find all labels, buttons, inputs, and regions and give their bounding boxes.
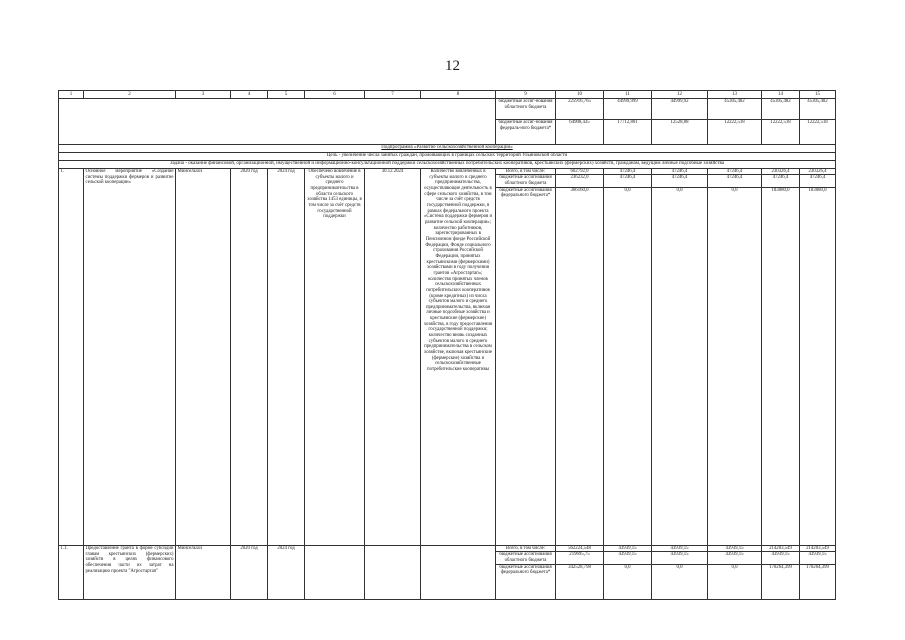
value-cell: 12222,518 [708,119,762,144]
value-cell: 0,0 [624,565,631,571]
value-cell: 17712,801 [604,119,652,144]
value-cell: 43939,15 [652,546,707,553]
values-col-14 [762,168,800,545]
value-cell: 183080,0 [771,188,790,194]
value-cell: 214203,549 [762,546,799,553]
start-year: 2020 год [231,168,268,545]
value-cell: 47246,4 [708,169,761,176]
values-col-11 [604,545,652,599]
source-federal: бюджетные ассигнования федерального бюджета* [499,187,552,199]
col-header: 14 [762,91,800,99]
value-cell: 45305,482 [708,98,762,119]
value-cell: 47246,4 [652,175,707,188]
subprogram-row [59,144,836,152]
end-year: 2024 год [268,168,305,545]
value-cell: 47246,4 [708,175,761,188]
value-cell: 45305,482 [762,98,800,119]
value-cell: 225916,765 [556,98,604,119]
col-header: 8 [421,91,496,99]
source-regional: бюджетные ассигнования областного бюджета [496,552,555,564]
source-label: бюджетные ассиг-нования областного бюджета [496,98,556,119]
value-cell: 214203,549 [800,546,835,553]
value-cell: 44999,92 [652,98,708,119]
col-header: 4 [231,91,268,99]
value-cell: 47246,4 [604,169,651,176]
measure-name: Основное мероприятие «Создание системы поддержки фермеров и развитие сельской кооперации» [84,168,176,545]
empty-cell [421,545,496,599]
value-cell: 47246,4 [800,175,835,188]
value-cell: 230326,4 [800,169,835,176]
value-cell: 45305,482 [800,98,836,119]
values-col-12 [652,545,708,599]
col-header: 12 [652,91,708,99]
indicator-text: Количество вовлечённых в субъекты малого и среднего предпринимательства, осуществляющие деятельность в сфере сельского хозяйства, в том числе за счёт средств государственной поддержки, в рамках федерального проекта «Система поддержки фермеров и развитие сельской кооперации»; количество работников, зарегистрированных в Пенсионном фонде Российской Федерации, Фонде социального страхования Российской Федерации, принятых крестьянскими (фермерскими) хозяйствами в году получения грантов «Агростартап»; количество принятых членов сельскохозяйственных потребительских кооперативов (кроме кредитных) из числа субъектов малого и среднего предпринимательства, включая личные подсобные хозяйства и крестьянские (фермерские) хозяйства, в году предоставления государственной поддержки; количество вновь созданных субъектов малого и среднего предпринимательства в сельском хозяйстве, включая крестьянские (фермерские) хозяйства и сельскохозяйственные потребительские кооперативы [421,168,496,545]
page-number: 12 [445,58,460,74]
value-cell: 0,0 [676,188,683,194]
values-col-12 [652,168,708,545]
subprogram-title: Подпрограмма «Развитие сельскохозяйственной кооперации» [59,144,836,152]
column-numbers-row [59,91,836,99]
col-header: 5 [268,91,305,99]
value-cell: 43939,15 [708,552,761,565]
value-cell: 12528,08 [652,119,708,144]
table-row [59,545,836,599]
value-cell: 43939,15 [708,546,761,553]
start-year: 2020 год [231,545,268,599]
value-cell: 12222,518 [800,119,836,144]
value-cell: 366160,0 [570,188,589,194]
source-total: Всего, в том числе: [496,169,555,176]
col-header: 9 [496,91,556,99]
executor: Минсельхоз [176,545,231,599]
source-federal: бюджетные ассигнования федерального бюджета* [499,564,552,576]
deadline-date: 30.12.2024 [365,168,421,545]
col-header: 11 [604,91,652,99]
end-year: 2024 год [268,545,305,599]
value-cell: 44999,999 [604,98,652,119]
value-cell: 47246,4 [762,175,799,188]
funding-sources [496,168,556,545]
empty-cell [365,545,421,599]
value-cell: 43939,15 [604,546,651,553]
source-total: Всего, в том числе: [496,546,555,553]
task-text: Задача - оказание финансовой, организационной, имущественной и информационно-консультационной поддержки сельскохозяйственных потребительских кооперативов, крестьянских (фермерских) хозяйств, гражданам, ведущим личные подсобные хозяйства [59,160,836,168]
value-cell: 562224,548 [556,546,603,553]
col-header: 1 [59,91,84,99]
empty-cell [59,98,496,144]
value-cell: 43939,15 [800,552,835,565]
goal-row [59,152,836,160]
value-cell: 219695,75 [556,552,603,565]
values-col-14 [762,545,800,599]
values-col-10 [556,168,604,545]
table-row [59,168,836,545]
empty-cell [305,545,365,599]
col-header: 3 [176,91,231,99]
values-col-15 [800,168,836,545]
values-col-13 [708,168,762,545]
value-cell: 236232,0 [556,175,603,188]
measure-name: Предоставление гранта в форме субсидий главам крестьянских (фермерских) хозяйств в целях финансового обеспечения части их затрат на реализацию проекта "Агростартап" [84,545,176,599]
col-header: 2 [84,91,176,99]
value-cell: 0,0 [676,565,683,571]
values-col-11 [604,168,652,545]
funding-sources [496,545,556,599]
value-cell: 43939,15 [762,552,799,565]
value-cell: 43939,15 [604,552,651,565]
value-cell: 43939,15 [652,552,707,565]
row-number: 1.1. [59,545,84,599]
carry-over-row [59,98,836,119]
value-cell: 47246,4 [604,175,651,188]
task-row [59,160,836,168]
source-regional: бюджетные ассигнования областного бюджета [496,175,555,187]
value-cell: 47246,4 [652,169,707,176]
value-cell: 230326,4 [762,169,799,176]
row-number: 1. [59,168,84,545]
col-header: 7 [365,91,421,99]
values-col-13 [708,545,762,599]
value-cell: 12222,518 [762,119,800,144]
col-header: 13 [708,91,762,99]
goal-text: Цель - увеличение числа занятых граждан, проживающих в границах сельских территорий Ульяновской области [59,152,836,160]
budget-table [58,90,836,600]
values-col-15 [800,545,836,599]
value-cell: 64908,435 [556,119,604,144]
value-cell: 342528,798 [568,565,591,571]
source-label: бюджетные ассиг-нования федераль-ного бюджета* [496,119,556,144]
col-header: 15 [800,91,836,99]
value-cell: 183080,0 [808,188,827,194]
executor: Минсельхоз [176,168,231,545]
expected-result: Обеспечено вовлечение в субъекты малого и среднего предпринимательства в области сельского хозяйства 1453 единицы, в том числе за счёт средств государственной поддержки [305,168,365,545]
value-cell: 602792,0 [556,169,603,176]
value-cell: 170264,399 [806,565,829,571]
value-cell: 0,0 [731,565,738,571]
values-col-10 [556,545,604,599]
col-header: 6 [305,91,365,99]
value-cell: 0,0 [731,188,738,194]
col-header: 10 [556,91,604,99]
value-cell: 170264,399 [769,565,792,571]
value-cell: 0,0 [624,188,631,194]
